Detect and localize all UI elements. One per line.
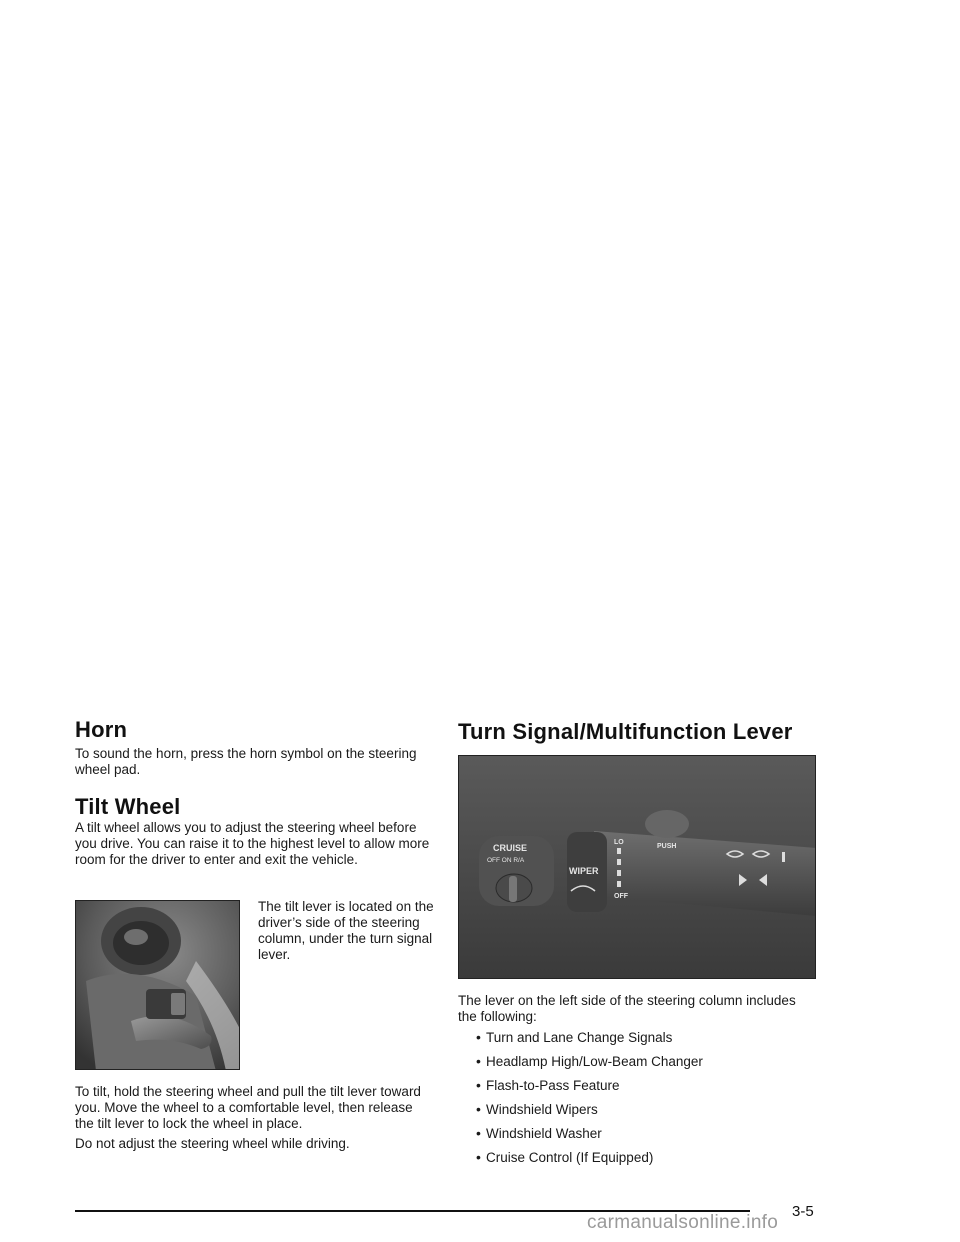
bullet-icon: •: [476, 1029, 481, 1045]
multifunction-lever-photo: [458, 755, 816, 979]
lever-function-list: [458, 1030, 818, 1174]
push-label: PUSH: [657, 843, 677, 850]
list-item: • Cruise Control (If Equipped): [476, 1149, 654, 1165]
tilt-instructions: To tilt, hold the steering wheel and pull the tilt lever toward you. Move the wheel to a comfortable level, then release the tilt lever to lock the wheel in place.: [75, 1084, 421, 1131]
tilt-wheel-intro: A tilt wheel allows you to adjust the steering wheel before you drive. You can raise it to the highest level to allow more room for the driver to enter and exit the vehicle.: [75, 820, 430, 867]
lever-heading: Turn Signal/Multifunction Lever: [458, 719, 793, 744]
tilt-wheel-heading: Tilt Wheel: [75, 794, 181, 819]
watermark: carmanualsonline.info: [587, 1212, 779, 1233]
off-label: OFF: [614, 893, 628, 900]
page-number: 3-5: [792, 1203, 814, 1220]
cruise-modes-label: OFF ON R/A: [487, 857, 525, 864]
cruise-label: CRUISE: [493, 843, 528, 853]
tilt-lever-caption: The tilt lever is located on the driver’s side of the steering column, under the turn signal lever.: [258, 899, 434, 962]
horn-heading: Horn: [75, 717, 128, 742]
list-item: • Windshield Wipers: [476, 1101, 598, 1117]
list-item: • Headlamp High/Low-Beam Changer: [476, 1053, 703, 1069]
list-item: • Turn and Lane Change Signals: [476, 1029, 673, 1045]
tilt-warning: Do not adjust the steering wheel while driving.: [75, 1136, 350, 1151]
bullet-icon: •: [476, 1053, 481, 1069]
bullet-icon: •: [476, 1077, 481, 1093]
lo-label: LO: [614, 839, 624, 846]
list-item: • Flash-to-Pass Feature: [476, 1077, 620, 1093]
horn-body: To sound the horn, press the horn symbol on the steering wheel pad.: [75, 746, 417, 777]
bullet-icon: •: [476, 1101, 481, 1117]
tilt-lever-photo: [75, 900, 240, 1070]
tilt-lever-illustration: [76, 901, 240, 1070]
lever-intro: The lever on the left side of the steering column includes the following:: [458, 993, 796, 1024]
list-item: • Windshield Washer: [476, 1125, 602, 1141]
bullet-icon: •: [476, 1125, 481, 1141]
wiper-label: WIPER: [569, 866, 599, 876]
bullet-icon: •: [476, 1149, 481, 1165]
multifunction-lever-illustration: [459, 756, 816, 979]
